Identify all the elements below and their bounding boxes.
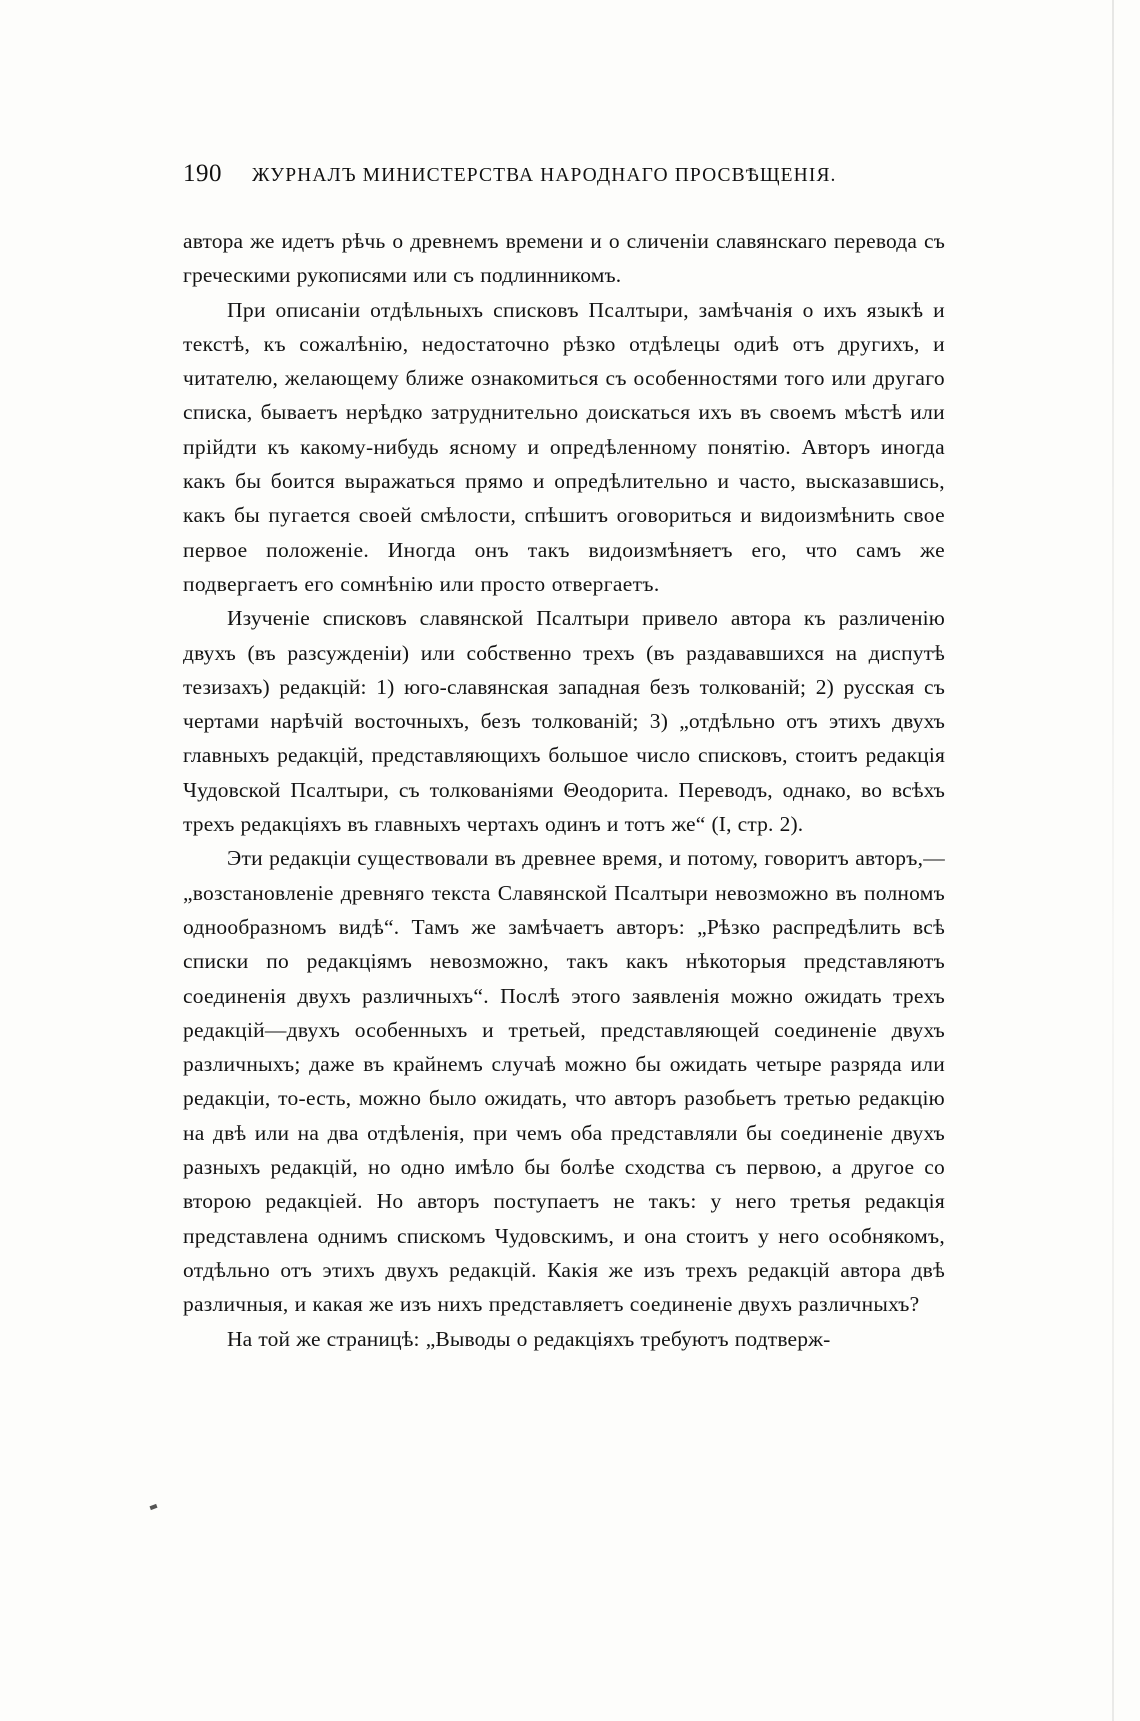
paragraph: Изученіе списковъ славянской Псалтыри привело автора къ различенію двухъ (въ разсужденіи) или собственно трехъ (въ раздававшихся на диспутѣ тезизахъ) редакцій: 1) юго-славянская западная безъ толкованій; 2) русская съ чертами нарѣчій восточныхъ, безъ толкованій; 3) „отдѣльно отъ этихъ двухъ главныхъ редакцій, представляющихъ большое число списковъ, стоитъ редакція Чудовской Псалтыри, съ толкованіями Θеодорита. Переводъ, однако, во всѣхъ трехъ редакціяхъ въ главныхъ чертахъ одинъ и тотъ же“ (I, стр. 2). <box>183 606 945 837</box>
paragraph: Эти редакціи существовали въ древнее время, и потому, говоритъ авторъ,— „возстановленіе древняго текста Славянской Псалтыри невозможно въ полномъ однообразномъ видѣ“. Тамъ же замѣчаетъ авторъ: „Рѣзко распредѣлить всѣ списки по редакціямъ невозможно, такъ какъ нѣкоторыя представляютъ соединенія двухъ различныхъ“. Послѣ этого заявленія можно ожидать трехъ редакцій—двухъ особенныхъ и третьей, представляющей соединеніе двухъ различныхъ; даже въ крайнемъ случаѣ можно бы ожидать четыре разряда или редакціи, то-есть, можно было ожидать, что авторъ разобьетъ третью редакцію на двѣ или на два отдѣленія, при чемъ оба представляли бы соединеніе двухъ разныхъ редакцій, но одно имѣло бы болѣе сходства съ первою, а другое со второю редакціей. Но авторъ поступаетъ не такъ: у него третья редакція представлена однимъ спискомъ Чудовскимъ, и она стоитъ у него особнякомъ, отдѣльно отъ этихъ двухъ редакцій. Какія же изъ трехъ редакцій автора двѣ различныя, и какая же изъ нихъ представляетъ соединеніе двухъ различныхъ? <box>183 846 945 1317</box>
paragraph: При описаніи отдѣльныхъ списковъ Псалтыри, замѣчанія о ихъ языкѣ и текстѣ, къ сожалѣнію, недостаточно рѣзко отдѣлецы одиѣ отъ другихъ, и читателю, желающему ближе ознакомиться съ особенностями того или другаго списка, бываетъ нерѣдко затруднительно доискаться ихъ въ своемъ мѣстѣ или прійдти къ какому-нибудь ясному и опредѣленному понятію. Авторъ иногда какъ бы боится выражаться прямо и опредѣлительно и часто, высказавшись, какъ бы пугается своей смѣлости, спѣшитъ оговориться и видоизмѣнить свое первое положеніе. Иногда онъ такъ видоизмѣняетъ его, что самъ же подвергаетъ его сомнѣнію или просто отвергаетъ. <box>183 297 945 596</box>
page-content <box>183 160 945 1356</box>
body-text <box>183 224 945 1356</box>
paragraph: На той же страницѣ: „Выводы о редакціяхъ требуютъ подтверж- <box>227 1326 831 1351</box>
paragraph: автора же идетъ рѣчь о древнемъ времени и о сличеніи славянскаго перевода съ греческими рукописями или съ подлинникомъ. <box>183 229 945 288</box>
page-edge-artifact <box>1112 0 1114 1721</box>
running-head: ЖУРНАЛЪ МИНИСТЕРСТВА НАРОДНАГО ПРОСВѢЩЕНІЯ. <box>252 165 837 186</box>
ink-speck-artifact <box>150 1504 158 1510</box>
page-header <box>183 160 945 188</box>
page-number: 190 <box>183 160 222 187</box>
